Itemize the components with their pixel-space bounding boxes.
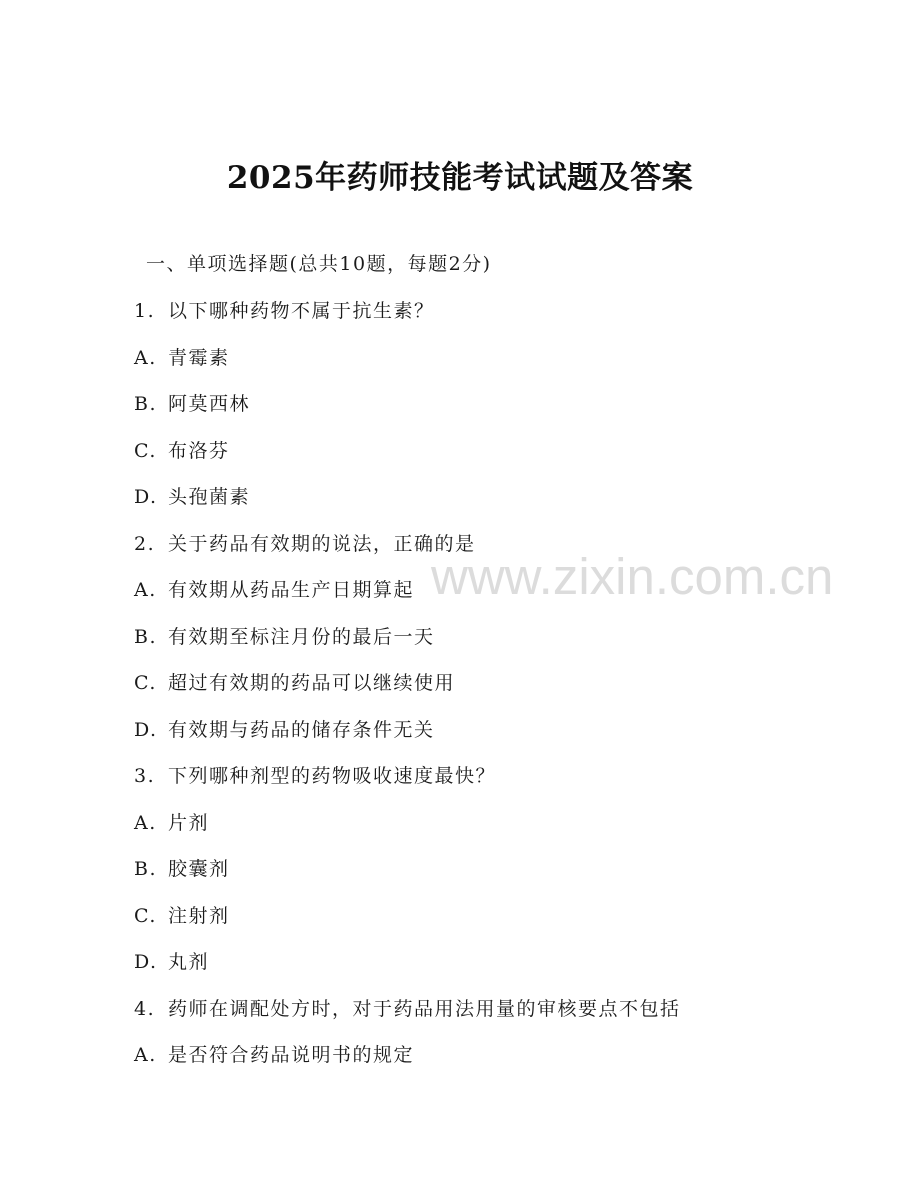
line-marker: A. bbox=[134, 1044, 157, 1066]
line-marker: C. bbox=[134, 672, 157, 694]
section-heading: 一、单项选择题(总共10题，每题2分) bbox=[146, 253, 492, 275]
line-text: 关于药品有效期的说法，正确的是 bbox=[168, 532, 476, 555]
option-line bbox=[134, 1040, 681, 1087]
line-marker: A. bbox=[134, 579, 157, 601]
document-title: 2025年药师技能考试试题及答案 bbox=[226, 160, 694, 196]
line-text: 有效期与药品的储存条件无关 bbox=[168, 718, 435, 741]
line-text: 注射剂 bbox=[168, 904, 230, 927]
line-marker: A. bbox=[134, 811, 157, 834]
line-text: 头孢菌素 bbox=[168, 486, 251, 508]
line-text: 胶囊剂 bbox=[168, 858, 230, 880]
watermark: www.zixin.com.cn bbox=[431, 548, 834, 605]
line-marker: D. bbox=[134, 951, 158, 973]
line-marker: B. bbox=[134, 625, 158, 648]
line-marker: C. bbox=[134, 904, 157, 927]
line-marker: 4. bbox=[134, 997, 156, 1020]
option-line bbox=[134, 622, 681, 669]
option-line bbox=[134, 668, 681, 715]
option-line bbox=[134, 901, 681, 948]
option-line bbox=[134, 389, 681, 436]
line-marker: 1. bbox=[134, 300, 156, 322]
line-marker: B. bbox=[134, 858, 158, 880]
line-marker: D. bbox=[134, 486, 158, 508]
line-text: 青霉素 bbox=[168, 346, 230, 369]
option-line bbox=[134, 436, 681, 483]
option-line bbox=[134, 808, 681, 855]
line-marker: C. bbox=[134, 439, 157, 462]
line-text: 丸剂 bbox=[168, 951, 210, 973]
line-text: 有效期至标注月份的最后一天 bbox=[168, 625, 435, 648]
line-marker: 2. bbox=[134, 532, 156, 555]
line-marker: A. bbox=[134, 346, 157, 369]
line-text: 阿莫西林 bbox=[168, 393, 251, 415]
line-text: 超过有效期的药品可以继续使用 bbox=[168, 672, 456, 694]
option-line bbox=[134, 575, 681, 622]
line-marker: 3. bbox=[134, 765, 156, 787]
question-line-2 bbox=[134, 529, 681, 576]
line-text: 下列哪种剂型的药物吸收速度最快？ bbox=[168, 765, 497, 787]
option-line bbox=[134, 947, 681, 994]
option-line bbox=[134, 715, 681, 762]
line-text: 有效期从药品生产日期算起 bbox=[168, 579, 415, 601]
line-marker: B. bbox=[134, 393, 158, 415]
option-line bbox=[134, 343, 681, 390]
line-text: 布洛芬 bbox=[168, 439, 230, 462]
question-line-4 bbox=[134, 994, 681, 1041]
question-list bbox=[134, 296, 681, 1087]
line-text: 以下哪种药物不属于抗生素？ bbox=[168, 300, 435, 322]
question-line-1 bbox=[134, 296, 681, 343]
line-text: 是否符合药品说明书的规定 bbox=[168, 1044, 415, 1066]
line-marker: D. bbox=[134, 718, 158, 741]
line-text: 片剂 bbox=[168, 811, 210, 834]
option-line bbox=[134, 482, 681, 529]
option-line bbox=[134, 854, 681, 901]
line-text: 药师在调配处方时，对于药品用法用量的审核要点不包括 bbox=[168, 997, 681, 1020]
question-line-3 bbox=[134, 761, 681, 808]
